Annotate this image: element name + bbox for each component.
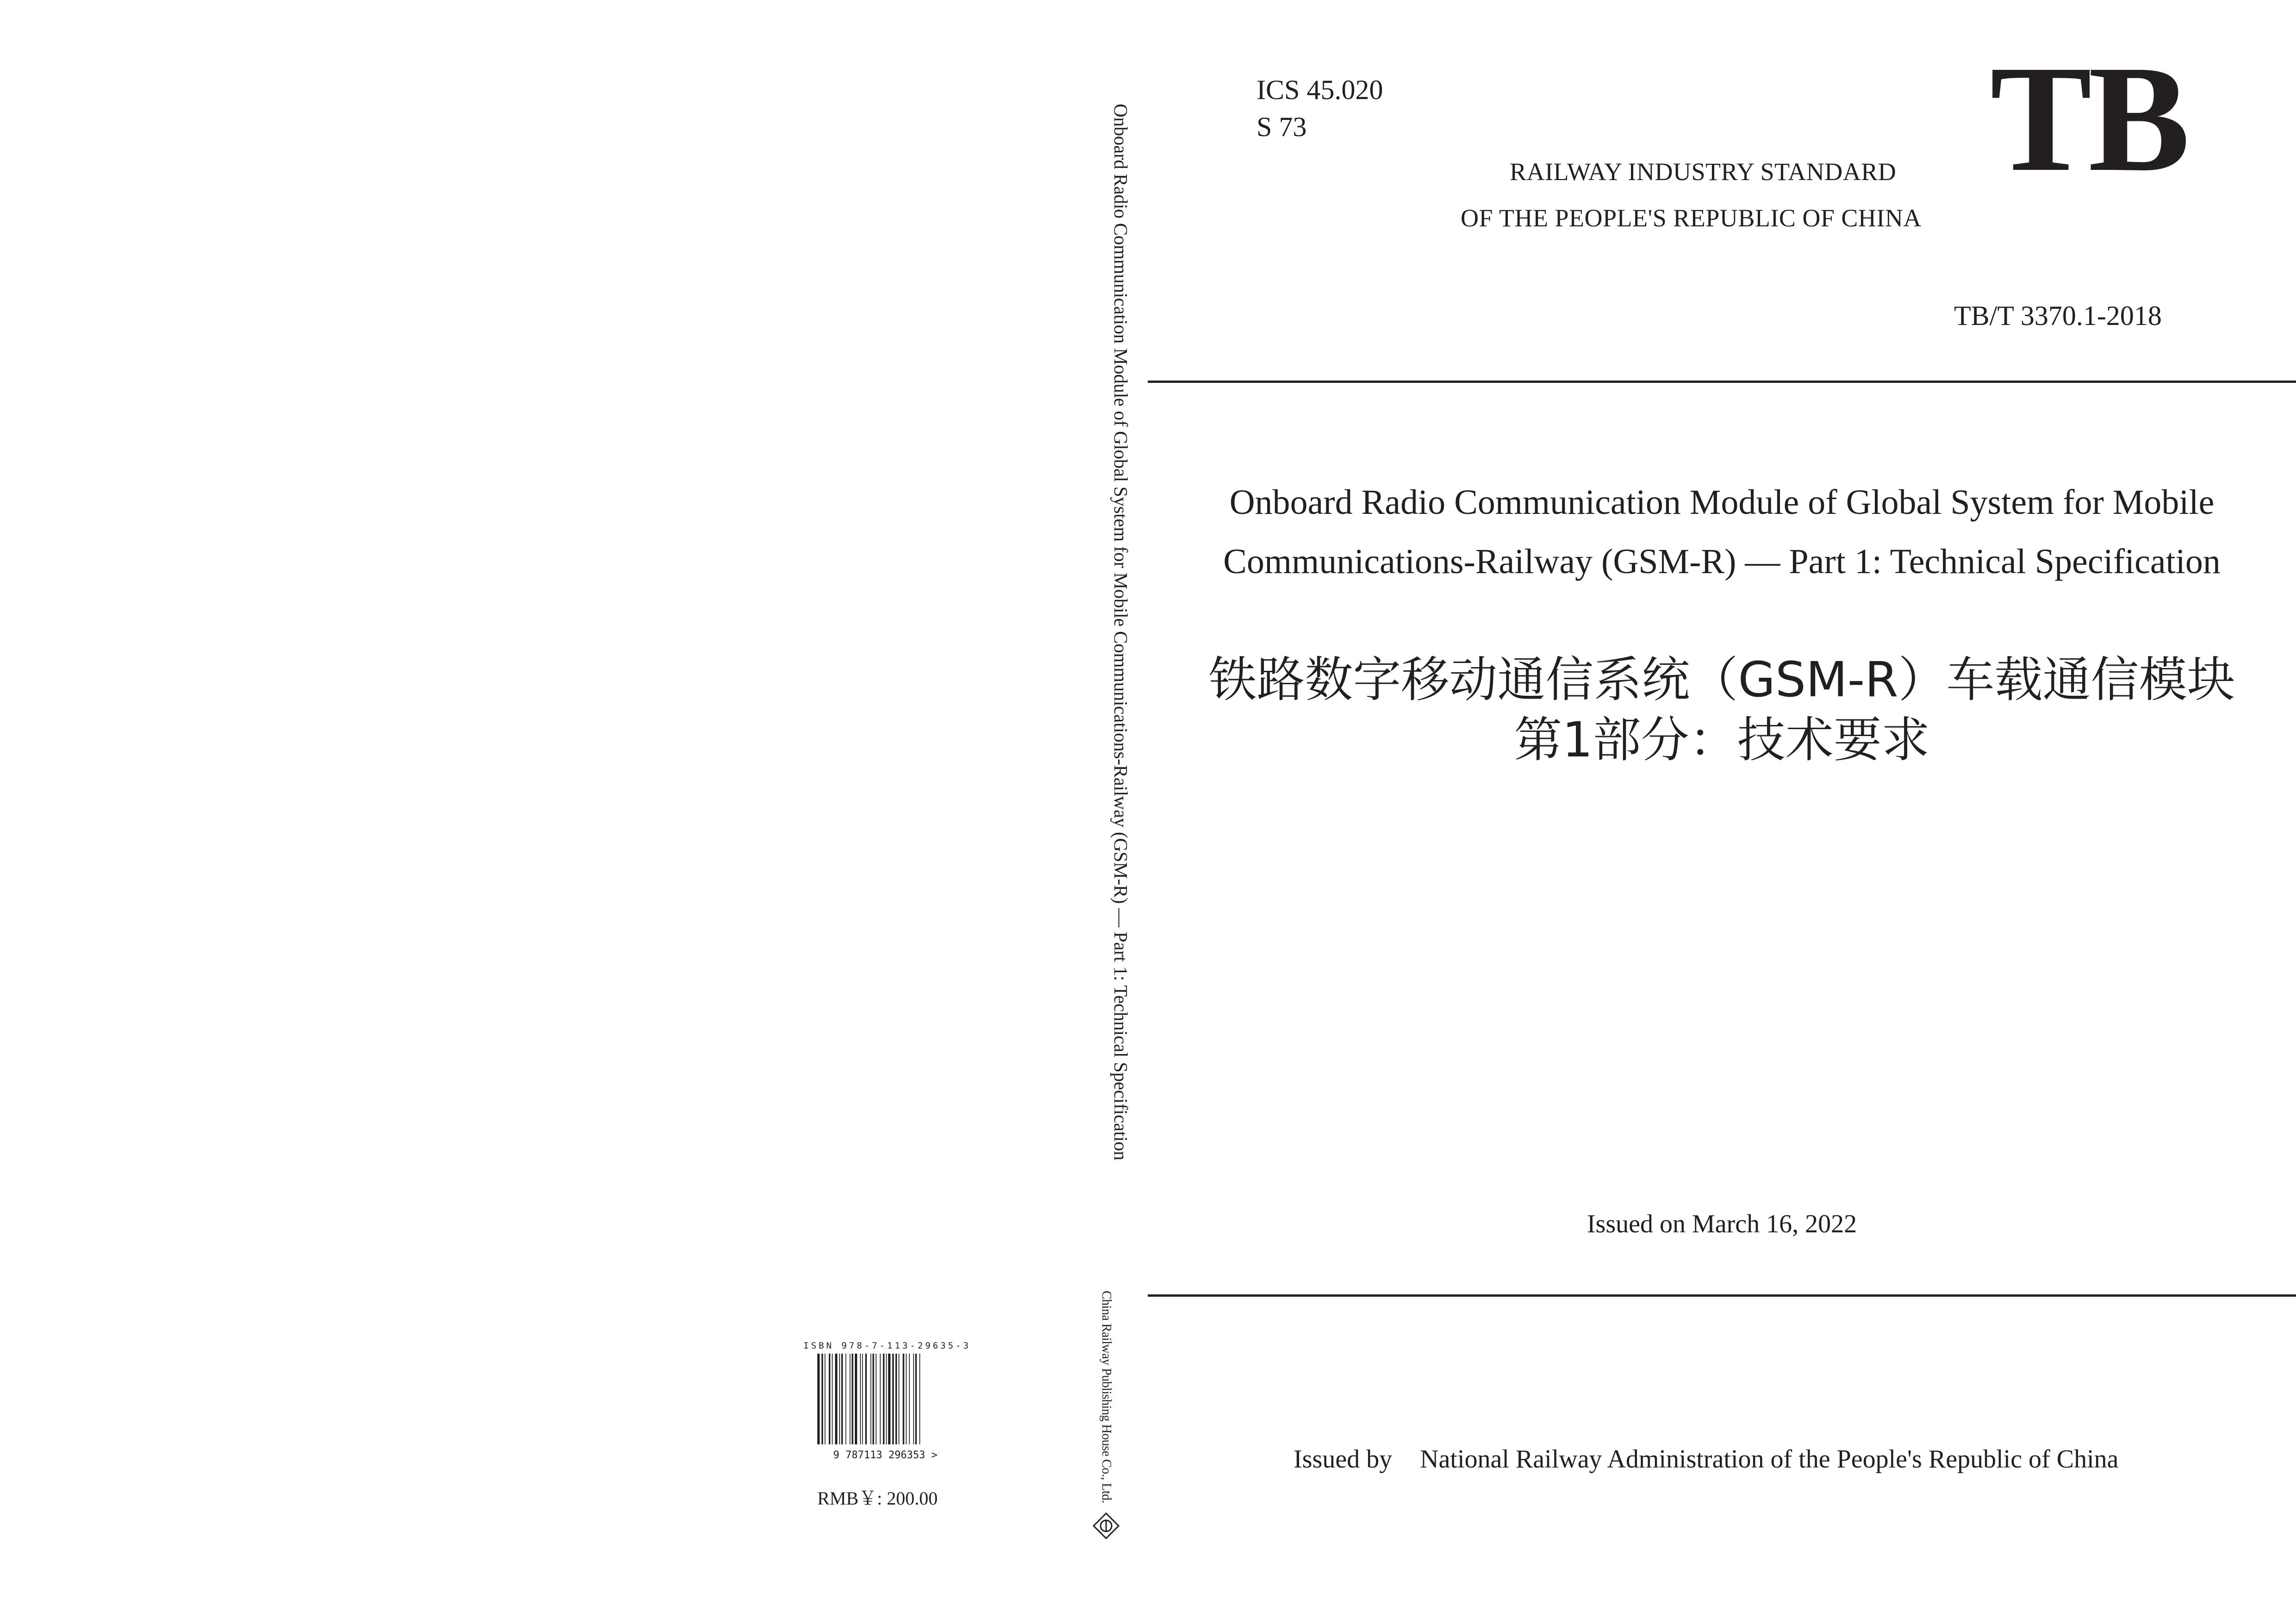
industry-standard-line1: RAILWAY INDUSTRY STANDARD <box>1510 158 1897 186</box>
bottom-divider <box>1148 1294 2296 1297</box>
price-label: RMB￥: 200.00 <box>817 1488 938 1509</box>
issue-date: Issued on March 16, 2022 <box>1587 1210 1857 1238</box>
issued-by-label: Issued by <box>1294 1445 1393 1474</box>
spine-publisher: China Railway Publishing House Co., Ltd. <box>1099 1291 1114 1504</box>
issuer-name: National Railway Administration of the People's Republic of China <box>1420 1445 2119 1474</box>
ics-code: ICS 45.020 <box>1257 75 1383 105</box>
classification-code: S 73 <box>1257 112 1307 142</box>
industry-standard-line2: OF THE PEOPLE'S REPUBLIC OF CHINA <box>1461 204 1922 232</box>
isbn-label: ISBN 978-7-113-29635-3 <box>803 1341 971 1351</box>
top-divider <box>1148 381 2296 383</box>
tb-logo: TB <box>1990 34 2187 203</box>
issuer-row <box>1294 1444 2119 1474</box>
spine-title: Onboard Radio Communication Module of Global System for Mobile Communications-Railway (GSM-R) — Part 1: Technical Specification <box>1110 104 1132 1161</box>
publisher-logo-icon <box>1092 1512 1120 1540</box>
title-chinese-line1: 铁路数字移动通信系统（GSM-R）车载通信模块 <box>1208 651 2235 708</box>
title-english-line1: Onboard Radio Communication Module of Global System for Mobile <box>1229 483 2215 522</box>
barcode-digits: 9 787113 296353 > <box>833 1449 938 1461</box>
title-chinese-line2: 第1部分：技术要求 <box>1514 712 1930 768</box>
barcode-icon <box>814 1354 957 1461</box>
standard-number: TB/T 3370.1-2018 <box>1954 300 2162 331</box>
title-english-line2: Communications-Railway (GSM-R) — Part 1: Technical Specification <box>1223 542 2221 581</box>
